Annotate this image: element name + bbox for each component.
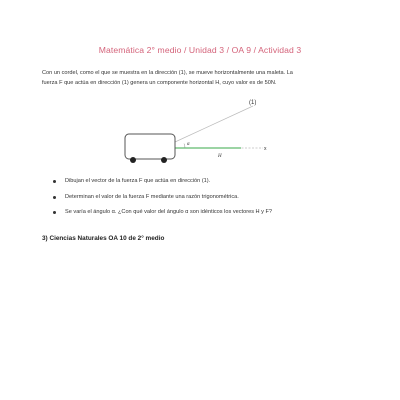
direction-label: (1) — [249, 100, 257, 106]
problem-line-1: Con un cordel, como el que se muestra en la dirección (1), se mueve horizontalmente una maleta. La — [42, 70, 293, 76]
angle-label: α — [187, 142, 190, 147]
section-heading: 3) Ciencias Naturales OA 10 de 2° medio — [42, 235, 165, 242]
component-label: H — [218, 154, 222, 159]
problem-statement — [42, 68, 362, 88]
cord-line — [175, 106, 253, 142]
suitcase-wheel-left — [130, 157, 136, 163]
axis-label: x — [264, 146, 267, 152]
suitcase-body — [125, 134, 175, 159]
task-item-1: Dibujan el vector de la fuerza F que actúa en dirección (1). — [52, 178, 352, 184]
angle-arc — [184, 144, 185, 148]
suitcase-wheel-right — [161, 157, 167, 163]
task-item-3: Se varía el ángulo α. ¿Con qué valor del ángulo α son idénticos los vectores H y F? — [52, 209, 352, 215]
task-list — [52, 178, 352, 225]
task-item-2: Determinan el valor de la fuerza F mediante una razón trigonométrica. — [52, 194, 352, 200]
force-diagram — [115, 94, 275, 174]
problem-line-2: fuerza F que actúa en dirección (1) genera un componente horizontal H, cuyo valor es de 50N. — [42, 80, 277, 86]
page-title: Matemática 2° medio / Unidad 3 / OA 9 / Actividad 3 — [98, 45, 302, 55]
